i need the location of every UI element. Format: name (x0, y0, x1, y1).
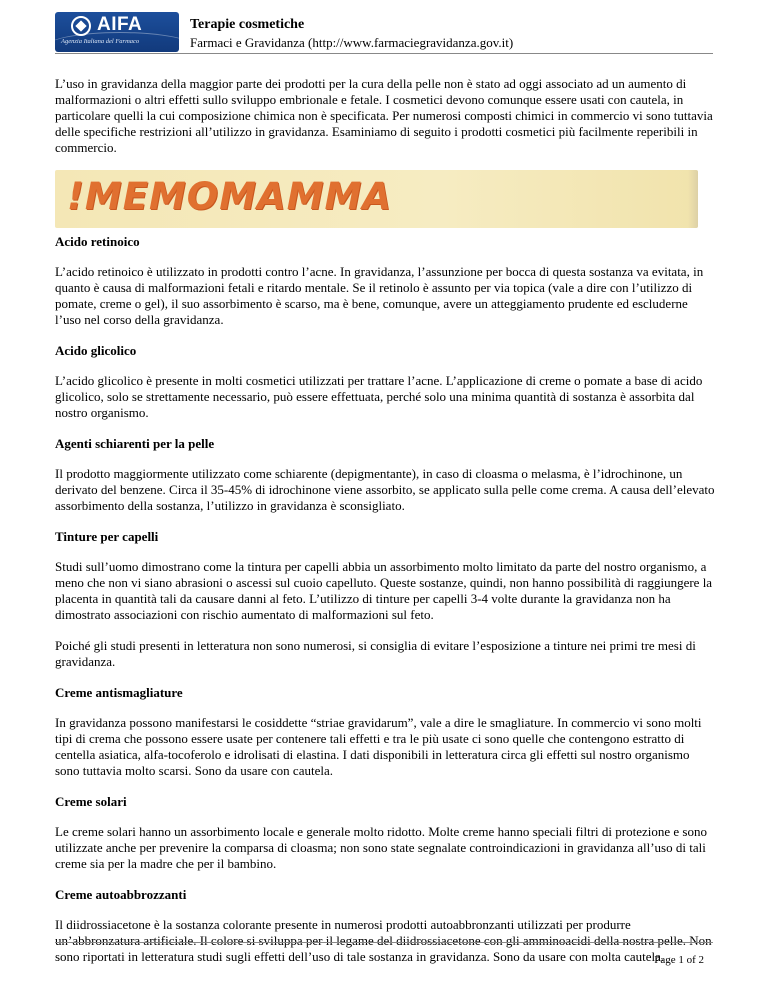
section-paragraph: Le creme solari hanno un assorbimento locale e generale molto ridotto. Molte creme hanno speciali filtri di protezione e sono utilizzate anche per prevenire la comparsa di cloasma; non sono state segnalate controindicazioni in gravidanza all’uso di tali creme sia per la madre che per il bambino. (55, 824, 707, 871)
section-paragraph: L’acido retinoico è utilizzato in prodotti contro l’acne. In gravidanza, l’assunzione per bocca di questa sostanza va evitata, in quanto è causa di malformazioni fetali e ritardo mentale. Se il retinolo è assunto per via topica (vale a dire con l’utilizzo di pomate, creme o gel), il suo assorbimento è scarso, ma è bene, comunque, avere un atteggiamento prudente ed escluderne l’uso nel corso della gravidanza. (55, 264, 704, 327)
section-heading: Creme autoabbrozzanti (55, 887, 187, 902)
section-heading: Creme solari (55, 794, 127, 809)
aifa-logo (55, 12, 179, 52)
section-heading: Tinture per capelli (55, 529, 159, 544)
page-number: Page 1 of 2 (654, 954, 704, 966)
section-heading: Acido retinoico (55, 234, 140, 249)
document-body (55, 76, 715, 980)
section-paragraph: In gravidanza possono manifestarsi le cosiddette “striae gravidarum”, vale a dire le smagliature. In commercio vi sono molti tipi di crema che possono essere usate per contenere tali effetti e tra le più usate ci sono quelle che contengono estratto di centella asiatica, alfa-tocoferolo e idrolisati di elastina. I dati disponibili in letteratura circa gli effetti sul nostro organismo sono tuttavia molto scarsi. Sono da usare con cautela. (55, 715, 702, 778)
section-paragraph: Studi sull’uomo dimostrano come la tintura per capelli abbia un assorbimento molto limitato da parte del nostro organismo, a meno che non vi siano abrasioni o ascessi sul cuoio capelluto. Queste sostanze, quindi, non hanno possibilità di raggiungere la placenta in quantità tali da causare danni al feto. L’utilizzo di tinture per capelli 3-4 volte durante la gravidanza non ha dimostrato associazioni con rischio aumentato di malformazioni sul feto. (55, 559, 713, 622)
section-paragraph: L’acido glicolico è presente in molti cosmetici utilizzati per trattare l’acne. L’applicazione di creme o pomate a base di acido glicolico, solo se strettamente necessario, può essere effettuata, perché solo una minima quantità di sostanza è assorbita dal nostro organismo. (55, 373, 703, 420)
banner-text: !MEMOMAMMA (67, 175, 392, 218)
section-heading: Acido glicolico (55, 343, 137, 358)
section-paragraph: Il prodotto maggiormente utilizzato come schiarente (depigmentante), in caso di cloasma o melasma, è l’idrochinone, un derivato del benzene. Circa il 35-45% di idrochinone viene assorbito, se applicato sulla pelle come crema. A causa dell’elevato assorbimento della sostanza, l’utilizzo in gravidanza è sconsigliato. (55, 466, 715, 513)
section-heading: Creme antismagliature (55, 685, 183, 700)
footer-divider (55, 942, 713, 943)
logo-subtitle: Agenzia Italiana del Farmaco (61, 38, 140, 45)
section-paragraph: Il diidrossiacetone è la sostanza colorante presente in numerosi prodotti autoabbronzanti utilizzati per produrre un’abbronzatura artificiale. Il colore si sviluppa per il legame del diidrossiacetone con gli amminoacidi della nostra pelle. Non sono riportati in letteratura studi sugli effetti dell’uso di tale sostanza in gravidanza. Sono da usare con molta cautela. (55, 917, 712, 964)
header-divider (55, 53, 713, 54)
section-paragraph: Poiché gli studi presenti in letteratura non sono numerosi, si consiglia di evitare l’esposizione a tinture nei primi tre mesi di gravidanza. (55, 638, 696, 669)
page-header (55, 12, 713, 54)
document-title: Terapie cosmetiche (190, 17, 305, 32)
memomamma-banner (55, 170, 698, 228)
document-subtitle: Farmaci e Gravidanza (http://www.farmaciegravidanza.gov.it) (190, 35, 514, 50)
intro-paragraph: L’uso in gravidanza della maggior parte dei prodotti per la cura della pelle non è stato ad oggi associato ad un aumento di malformazioni o altri effetti sullo sviluppo embrionale e fetale. I cosmetici devono comunque essere usati con cautela, in particolare quelli la cui composizione chimica non è specificata. Per numerosi composti chimici in commercio vi sono tuttavia delle specifiche restrizioni all’utilizzo in gravidanza. Esaminiamo di seguito i prodotti cosmetici più facilmente reperibili in commercio. (55, 76, 713, 155)
logo-text: AIFA (97, 14, 143, 35)
section-heading: Agenti schiarenti per la pelle (55, 436, 215, 451)
logo-emblem-icon (71, 16, 91, 36)
